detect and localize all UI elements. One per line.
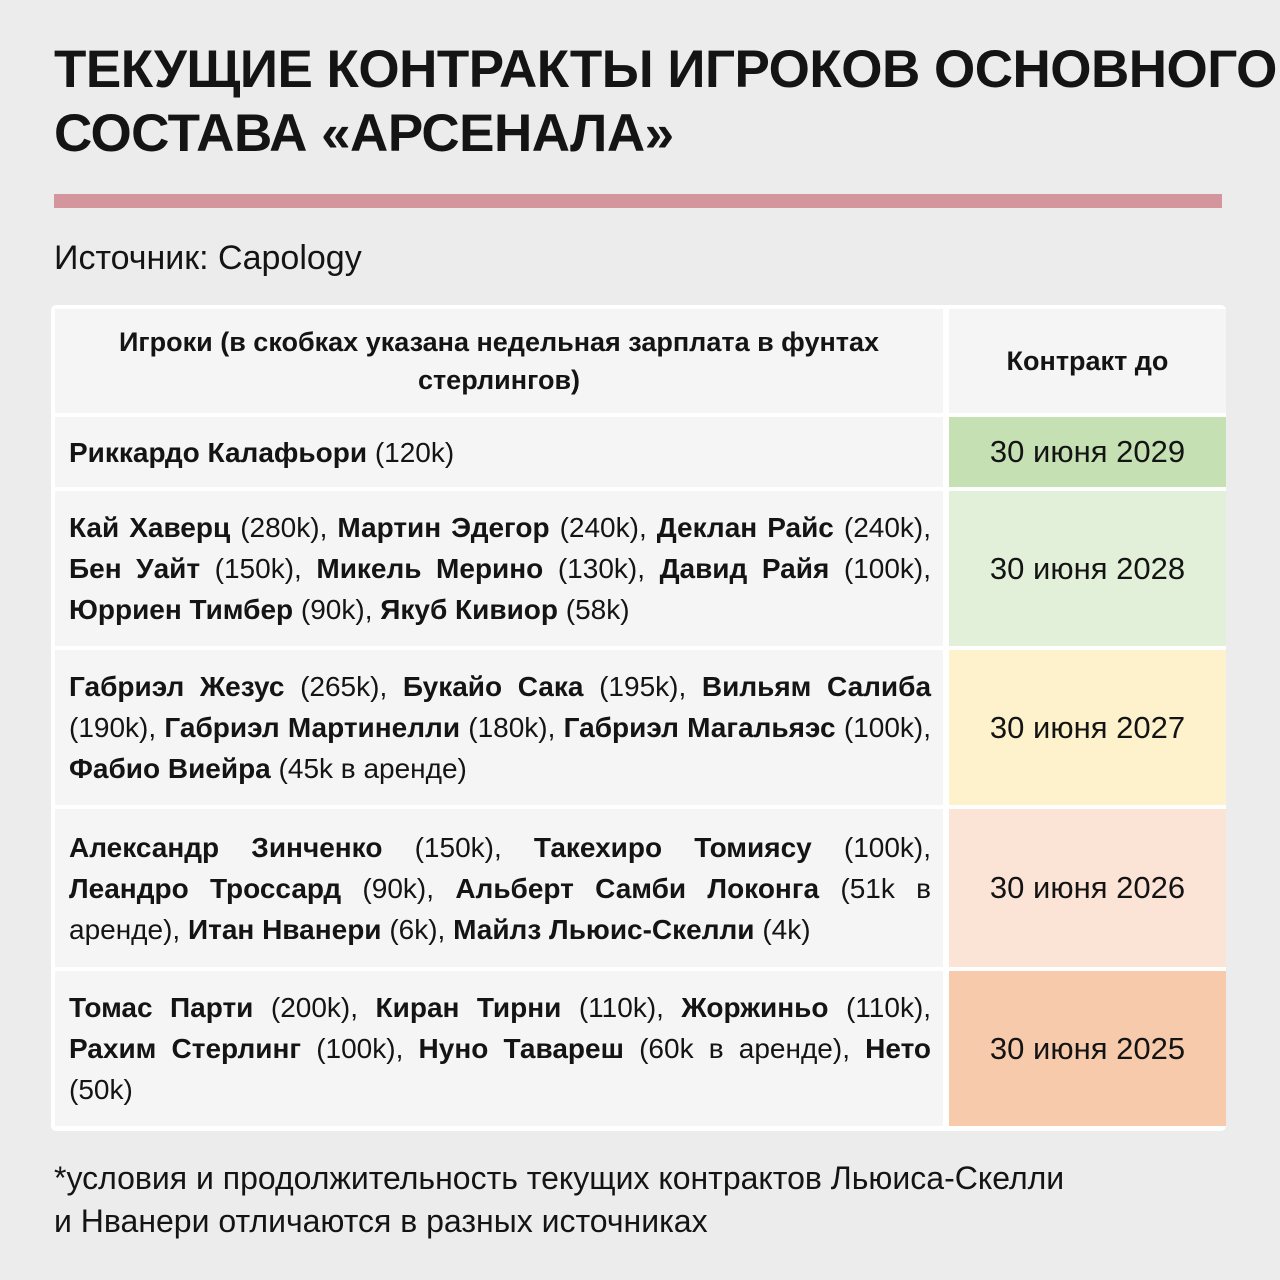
player-separator: , xyxy=(437,913,446,945)
player-name: Итан Нванери xyxy=(187,913,382,945)
player-wage: (120k) xyxy=(374,436,455,468)
player-separator: , xyxy=(638,512,647,543)
player-separator: , xyxy=(637,553,646,584)
players-list xyxy=(69,987,931,1110)
player-wage: (130k) xyxy=(557,553,638,584)
player-wage: (50k) xyxy=(69,1074,133,1105)
player-wage: (110k) xyxy=(845,992,924,1023)
player-name: Букайо Сака xyxy=(402,671,584,702)
footnote-line-1: *условия и продолжительность текущих контрактов Льюиса-Скелли xyxy=(54,1160,1065,1196)
footnote-line-2: и Нванери отличаются в разных источниках xyxy=(54,1203,708,1239)
player-separator: , xyxy=(319,512,328,543)
player-name: Габриэл Мартинелли xyxy=(164,712,461,743)
player-name: Жоржиньо xyxy=(681,992,829,1023)
header-players: Игроки (в скобках указана недельная зарплата в фунтах стерлингов) xyxy=(55,309,943,413)
player-wage: (240k) xyxy=(843,512,924,543)
player-wage: (58k) xyxy=(565,594,630,625)
table-row-players xyxy=(55,809,943,967)
contract-end-date: 30 июня 2029 xyxy=(949,417,1226,487)
player-wage: (150k) xyxy=(414,831,494,863)
title-line-2: СОСТАВА «АРСЕНАЛА» xyxy=(54,104,674,163)
player-name: Майлз Льюис-Скелли xyxy=(453,913,755,945)
player-separator: , xyxy=(923,992,932,1023)
contract-end-date: 30 июня 2026 xyxy=(949,809,1226,967)
player-separator: , xyxy=(842,1033,850,1064)
player-name: Микель Мерино xyxy=(316,553,544,584)
player-name: Нето xyxy=(865,1033,932,1064)
player-separator: , xyxy=(426,872,434,904)
player-wage: (45k в аренде) xyxy=(278,753,467,784)
player-separator: , xyxy=(678,671,687,702)
player-wage: (190k) xyxy=(69,712,149,743)
player-wage: (110k) xyxy=(578,992,657,1023)
player-name: Альберт Самби Локонга xyxy=(455,872,820,904)
player-name: Деклан Райс xyxy=(656,512,834,543)
player-separator: , xyxy=(923,712,931,743)
contracts-table xyxy=(51,305,1226,1131)
player-name: Якуб Кивиор xyxy=(380,594,558,625)
player-separator: , xyxy=(547,712,556,743)
player-name: Габриэл Жезус xyxy=(69,671,285,702)
player-wage: (4k) xyxy=(762,913,811,945)
player-wage: (180k) xyxy=(468,712,548,743)
title-divider xyxy=(54,194,1222,208)
player-wage: (6k) xyxy=(389,913,438,945)
player-name: Юрриен Тимбер xyxy=(69,594,294,625)
table-row-players xyxy=(55,491,943,646)
player-name: Мартин Эдегор xyxy=(337,512,550,543)
player-name: Такехиро Томиясу xyxy=(533,831,812,863)
player-name: Александр Зинченко xyxy=(69,831,383,863)
player-wage: (240k) xyxy=(559,512,639,543)
player-separator: , xyxy=(350,992,359,1023)
player-separator: , xyxy=(656,992,664,1023)
player-name: Габриэл Магальяэс xyxy=(563,712,836,743)
player-wage: (195k) xyxy=(599,671,679,702)
player-name: Кай Хаверц xyxy=(69,512,231,543)
player-separator: , xyxy=(148,712,157,743)
player-wage: (265k) xyxy=(300,671,380,702)
players-list xyxy=(69,507,931,630)
player-separator: , xyxy=(379,671,388,702)
player-separator: , xyxy=(294,553,302,584)
player-name: Киран Тирни xyxy=(375,992,562,1023)
player-separator: , xyxy=(395,1033,404,1064)
player-wage: (150k) xyxy=(214,553,295,584)
player-wage: (51k в аренде) xyxy=(69,872,932,945)
player-name: Леандро Троссард xyxy=(69,872,342,904)
player-separator: , xyxy=(923,512,932,543)
player-name: Фабио Виейра xyxy=(69,753,271,784)
player-wage: (100k) xyxy=(843,712,924,743)
player-wage: (100k) xyxy=(316,1033,396,1064)
page-title xyxy=(54,38,1277,166)
table-row-players xyxy=(55,971,943,1126)
player-name: Рахим Стерлинг xyxy=(69,1033,302,1064)
player-wage: (280k) xyxy=(240,512,320,543)
players-list xyxy=(69,666,931,789)
player-name: Нуно Тавареш xyxy=(418,1033,624,1064)
contract-end-date: 30 июня 2028 xyxy=(949,491,1226,646)
players-list xyxy=(69,432,454,473)
table-row-players xyxy=(55,650,943,805)
player-name: Риккардо Калафьори xyxy=(69,436,368,468)
player-name: Томас Парти xyxy=(69,992,254,1023)
header-contract: Контракт до xyxy=(949,309,1226,413)
player-wage: (100k) xyxy=(843,553,924,584)
table-row-players xyxy=(55,417,943,487)
player-separator: , xyxy=(923,553,932,584)
player-separator: , xyxy=(923,831,932,863)
title-line-1: ТЕКУЩИЕ КОНТРАКТЫ ИГРОКОВ ОСНОВНОГО xyxy=(54,40,1277,99)
contracts-grid xyxy=(55,309,1222,1127)
player-wage: (90k) xyxy=(300,594,365,625)
player-separator: , xyxy=(172,913,181,945)
contract-end-date: 30 июня 2027 xyxy=(949,650,1226,805)
player-separator: , xyxy=(493,831,502,863)
footnote xyxy=(54,1157,1234,1243)
player-name: Бен Уайт xyxy=(69,553,201,584)
player-wage: (200k) xyxy=(270,992,351,1023)
player-wage: (60k в аренде) xyxy=(639,1033,843,1064)
player-name: Давид Райя xyxy=(659,553,830,584)
contract-end-date: 30 июня 2025 xyxy=(949,971,1226,1126)
player-wage: (100k) xyxy=(843,831,924,863)
source-label: Источник: Capology xyxy=(54,239,362,277)
players-list xyxy=(69,827,931,950)
player-separator: , xyxy=(364,594,373,625)
player-wage: (90k) xyxy=(362,872,427,904)
player-name: Вильям Салиба xyxy=(701,671,932,702)
